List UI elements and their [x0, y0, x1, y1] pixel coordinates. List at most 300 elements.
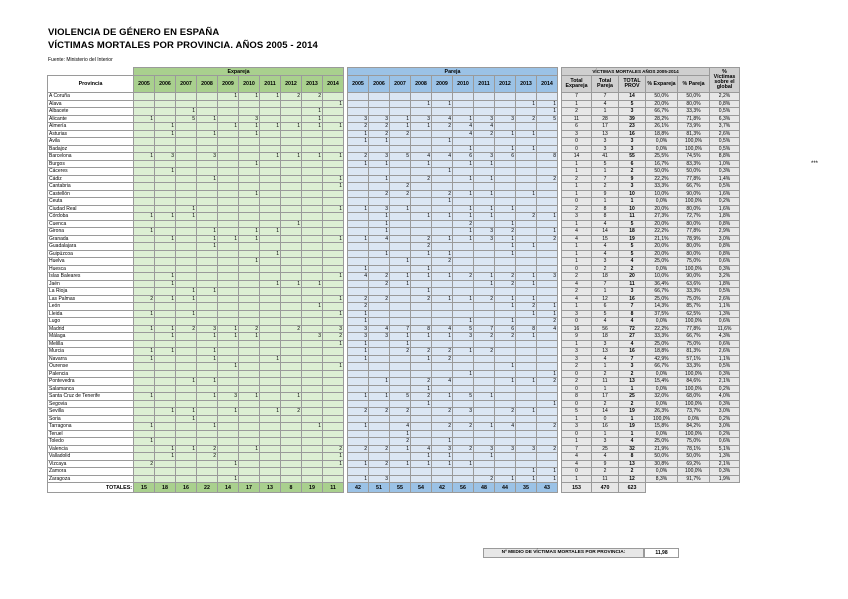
- pareja-cell: 1: [432, 295, 453, 303]
- pareja-cell: 1: [432, 235, 453, 243]
- expareja-cell: [281, 265, 302, 273]
- pareja-cell: [411, 130, 432, 138]
- pct-expareja-cell: 21,9%: [646, 445, 678, 453]
- pareja-cell: [474, 303, 495, 311]
- pareja-cell: [348, 228, 369, 236]
- pareja-cell: 1: [453, 115, 474, 123]
- pareja-total-cell: 56: [453, 483, 474, 493]
- pareja-cell: [453, 438, 474, 446]
- pareja-cell: 2: [432, 190, 453, 198]
- expareja-cell: [176, 265, 197, 273]
- expareja-cell: [218, 438, 239, 446]
- pareja-cell: [453, 265, 474, 273]
- pareja-cell: 2: [369, 190, 390, 198]
- total-expareja-cell: 7: [562, 445, 592, 453]
- expareja-cell: [323, 468, 344, 476]
- pareja-cell: [348, 198, 369, 206]
- table-row: [48, 430, 740, 438]
- total-pareja-cell: 17: [592, 393, 619, 401]
- total-prov-cell: 14: [619, 93, 646, 101]
- expareja-cell: [260, 423, 281, 431]
- pct-pareja-cell: 100,0%: [678, 468, 710, 476]
- expareja-cell: 2: [197, 453, 218, 461]
- pareja-cell: 2: [411, 235, 432, 243]
- expareja-cell: 1: [134, 153, 155, 161]
- total-pareja-cell: 9: [592, 190, 619, 198]
- pct-pareja-cell: 80,0%: [678, 243, 710, 251]
- expareja-cell: [323, 145, 344, 153]
- expareja-cell: 1: [155, 408, 176, 416]
- pareja-cell: 1: [369, 228, 390, 236]
- stats-group-header: VÍCTIMAS MORTALES AÑOS 2005-2014: [562, 68, 710, 76]
- pareja-cell: [411, 108, 432, 116]
- total-pareja-cell: 11: [592, 378, 619, 386]
- pareja-cell: 2: [474, 475, 495, 483]
- pareja-cell: [537, 183, 558, 191]
- expareja-cell: [239, 280, 260, 288]
- pareja-cell: [369, 303, 390, 311]
- pareja-cell: 2: [495, 273, 516, 281]
- pct-pareja-cell: 100,0%: [678, 400, 710, 408]
- province-name: Islas Baleares: [48, 273, 134, 281]
- expareja-cell: [281, 183, 302, 191]
- global-pct-cell: 0,8%: [710, 100, 740, 108]
- pareja-cell: 2: [390, 183, 411, 191]
- pareja-cell: [474, 183, 495, 191]
- expareja-cell: 1: [239, 258, 260, 266]
- pareja-cell: [390, 370, 411, 378]
- expareja-cell: [239, 288, 260, 296]
- expareja-cell: 1: [197, 115, 218, 123]
- pareja-cell: [369, 348, 390, 356]
- pct-expareja-cell: 16,7%: [646, 160, 678, 168]
- province-name: Málaga: [48, 333, 134, 341]
- global-pct-cell: 0,2%: [710, 198, 740, 206]
- expareja-cell: [197, 273, 218, 281]
- pct-expareja-cell: 37,5%: [646, 310, 678, 318]
- expareja-cell: [260, 370, 281, 378]
- expareja-cell: [302, 325, 323, 333]
- expareja-cell: [134, 430, 155, 438]
- pareja-cell: [495, 400, 516, 408]
- expareja-cell: [260, 318, 281, 326]
- pareja-cell: [369, 423, 390, 431]
- expareja-cell: [260, 378, 281, 386]
- pareja-cell: [495, 190, 516, 198]
- total-expareja-cell: 0: [562, 430, 592, 438]
- expareja-cell: [197, 160, 218, 168]
- province-name: Barcelona: [48, 153, 134, 161]
- pareja-cell: 1: [348, 205, 369, 213]
- pareja-cell: 2: [537, 445, 558, 453]
- pareja-cell: [369, 168, 390, 176]
- pareja-cell: 1: [516, 295, 537, 303]
- pareja-cell: [369, 340, 390, 348]
- pareja-cell: [411, 310, 432, 318]
- expareja-cell: 1: [134, 325, 155, 333]
- total-expareja-cell: 0: [562, 265, 592, 273]
- pareja-cell: [537, 243, 558, 251]
- pareja-cell: 3: [453, 408, 474, 416]
- expareja-cell: [323, 438, 344, 446]
- global-pct-cell: 2,1%: [710, 460, 740, 468]
- pareja-cell: 1: [369, 250, 390, 258]
- expareja-cell: [323, 93, 344, 101]
- pareja-cell: [411, 93, 432, 101]
- pareja-cell: 1: [432, 250, 453, 258]
- pareja-cell: [474, 415, 495, 423]
- total-expareja-cell: 1: [562, 438, 592, 446]
- total-prov-cell: 3: [619, 183, 646, 191]
- expareja-cell: [281, 400, 302, 408]
- pareja-cell: [495, 468, 516, 476]
- expareja-cell: [155, 303, 176, 311]
- table-row: [48, 288, 740, 296]
- expareja-cell: 1: [323, 273, 344, 281]
- expareja-cell: [281, 430, 302, 438]
- province-name: Santa Cruz de Tenerife: [48, 393, 134, 401]
- expareja-cell: [260, 303, 281, 311]
- expareja-cell: 1: [176, 310, 197, 318]
- expareja-group-header: Expareja: [134, 68, 344, 76]
- pct-expareja-cell: 66,7%: [646, 288, 678, 296]
- pareja-cell: [348, 438, 369, 446]
- pareja-cell: 1: [432, 168, 453, 176]
- expareja-cell: 3: [323, 325, 344, 333]
- total-prov-cell: 72: [619, 325, 646, 333]
- table-row: [48, 318, 740, 326]
- pareja-cell: [516, 265, 537, 273]
- expareja-cell: [323, 108, 344, 116]
- expareja-cell: [176, 453, 197, 461]
- pareja-total-cell: 35: [516, 483, 537, 493]
- expareja-cell: [260, 175, 281, 183]
- pareja-cell: [348, 453, 369, 461]
- expareja-cell: [302, 393, 323, 401]
- pct-expareja-cell: 25,0%: [646, 258, 678, 266]
- expareja-cell: [302, 198, 323, 206]
- pareja-cell: [516, 400, 537, 408]
- expareja-cell: [281, 160, 302, 168]
- pareja-cell: [390, 220, 411, 228]
- total-prov-cell: 4: [619, 258, 646, 266]
- expareja-cell: [155, 475, 176, 483]
- expareja-cell: 3: [155, 153, 176, 161]
- pareja-cell: [432, 220, 453, 228]
- global-pct-cell: 2,6%: [710, 348, 740, 356]
- pareja-cell: [453, 355, 474, 363]
- pareja-cell: [516, 235, 537, 243]
- expareja-cell: [302, 250, 323, 258]
- global-pct-cell: 0,8%: [710, 220, 740, 228]
- expareja-cell: [260, 100, 281, 108]
- global-pct-cell: 3,0%: [710, 235, 740, 243]
- pareja-cell: 1: [411, 273, 432, 281]
- pareja-cell: 1: [348, 235, 369, 243]
- pareja-cell: 1: [411, 355, 432, 363]
- pareja-cell: [537, 138, 558, 146]
- pct-pareja-cell: 100,0%: [678, 385, 710, 393]
- total-prov-cell: 20: [619, 273, 646, 281]
- grand-total-pareja: 470: [592, 483, 619, 493]
- pareja-cell: 1: [348, 423, 369, 431]
- expareja-cell: [239, 183, 260, 191]
- pareja-cell: 4: [453, 130, 474, 138]
- expareja-cell: [134, 415, 155, 423]
- pareja-cell: 8: [411, 325, 432, 333]
- expareja-cell: [302, 408, 323, 416]
- expareja-cell: [176, 348, 197, 356]
- pareja-cell: [432, 108, 453, 116]
- expareja-cell: 1: [218, 475, 239, 483]
- total-expareja-cell: 3: [562, 213, 592, 221]
- province-name: Cádiz: [48, 175, 134, 183]
- total-prov-cell: 19: [619, 408, 646, 416]
- pareja-cell: 1: [453, 160, 474, 168]
- pareja-cell: [474, 250, 495, 258]
- pareja-cell: 1: [537, 100, 558, 108]
- pareja-cell: 2: [432, 408, 453, 416]
- expareja-cell: 1: [197, 235, 218, 243]
- pareja-cell: [516, 93, 537, 101]
- expareja-cell: [218, 183, 239, 191]
- expareja-cell: [134, 318, 155, 326]
- pareja-cell: [411, 168, 432, 176]
- total-expareja-cell: 1: [562, 415, 592, 423]
- expareja-cell: [302, 378, 323, 386]
- expareja-cell: 1: [239, 235, 260, 243]
- pareja-cell: [495, 175, 516, 183]
- pareja-cell: 1: [453, 318, 474, 326]
- expareja-cell: [176, 475, 197, 483]
- expareja-cell: [281, 168, 302, 176]
- pareja-cell: [516, 355, 537, 363]
- expareja-cell: [134, 220, 155, 228]
- pareja-cell: 2: [411, 295, 432, 303]
- global-pct-cell: 0,6%: [710, 258, 740, 266]
- expareja-cell: [281, 355, 302, 363]
- pareja-cell: [348, 183, 369, 191]
- expareja-cell: [239, 475, 260, 483]
- pareja-cell: [432, 145, 453, 153]
- pareja-cell: [474, 438, 495, 446]
- pareja-cell: [516, 370, 537, 378]
- pareja-cell: [369, 385, 390, 393]
- pareja-cell: 1: [474, 175, 495, 183]
- pct-pareja-cell: 74,5%: [678, 153, 710, 161]
- expareja-cell: [281, 340, 302, 348]
- pareja-cell: [495, 438, 516, 446]
- table-row: [48, 348, 740, 356]
- expareja-cell: 2: [281, 93, 302, 101]
- total-pareja-cell: 3: [592, 138, 619, 146]
- expareja-cell: 1: [302, 108, 323, 116]
- expareja-cell: [239, 213, 260, 221]
- expareja-cell: [155, 363, 176, 371]
- expareja-cell: [155, 145, 176, 153]
- pareja-cell: [537, 438, 558, 446]
- pareja-cell: 2: [537, 378, 558, 386]
- pct-pareja-header: % Pareja: [678, 76, 710, 93]
- pareja-cell: 1: [537, 468, 558, 476]
- pareja-cell: [453, 363, 474, 371]
- province-name: Zaragoza: [48, 475, 134, 483]
- expareja-cell: [176, 273, 197, 281]
- pareja-cell: [432, 175, 453, 183]
- expareja-cell: [323, 348, 344, 356]
- expareja-cell: [281, 258, 302, 266]
- pareja-cell: [474, 258, 495, 266]
- total-expareja-cell: 0: [562, 318, 592, 326]
- expareja-cell: [176, 423, 197, 431]
- pct-pareja-cell: 73,7%: [678, 408, 710, 416]
- pareja-cell: 3: [369, 475, 390, 483]
- global-pct-cell: 1,0%: [710, 160, 740, 168]
- table-row: [48, 93, 740, 101]
- expareja-cell: 1: [176, 295, 197, 303]
- expareja-cell: [281, 310, 302, 318]
- expareja-cell: [218, 115, 239, 123]
- pareja-cell: 7: [390, 325, 411, 333]
- pct-expareja-cell: 20,0%: [646, 205, 678, 213]
- expareja-cell: [155, 310, 176, 318]
- pareja-cell: 2: [432, 258, 453, 266]
- pareja-cell: [474, 220, 495, 228]
- pareja-total-cell: 42: [432, 483, 453, 493]
- pareja-cell: [474, 430, 495, 438]
- table-row: [48, 280, 740, 288]
- total-pareja-cell: 1: [592, 430, 619, 438]
- pareja-cell: 3: [495, 445, 516, 453]
- global-pct-cell: 0,3%: [710, 265, 740, 273]
- pareja-cell: 3: [411, 115, 432, 123]
- expareja-cell: [281, 190, 302, 198]
- pareja-cell: 1: [348, 355, 369, 363]
- victims-table: [47, 67, 740, 493]
- province-name: Granada: [48, 235, 134, 243]
- totals-label: TOTALES:: [48, 483, 134, 493]
- table-row: [48, 370, 740, 378]
- pareja-cell: [411, 475, 432, 483]
- expareja-cell: [218, 198, 239, 206]
- pareja-cell: [369, 468, 390, 476]
- expareja-cell: [197, 138, 218, 146]
- pareja-cell: [495, 108, 516, 116]
- mean-value: 11,98: [644, 548, 679, 558]
- pct-expareja-cell: 0,0%: [646, 138, 678, 146]
- expareja-cell: [176, 468, 197, 476]
- expareja-cell: [281, 228, 302, 236]
- expareja-cell: 2: [323, 333, 344, 341]
- pareja-cell: 2: [432, 423, 453, 431]
- document-header: [48, 26, 318, 63]
- pct-expareja-cell: 33,3%: [646, 183, 678, 191]
- expareja-cell: [155, 370, 176, 378]
- expareja-cell: [155, 288, 176, 296]
- expareja-cell: [218, 228, 239, 236]
- pareja-cell: 1: [516, 100, 537, 108]
- expareja-cell: [197, 303, 218, 311]
- pareja-cell: 3: [369, 205, 390, 213]
- pareja-cell: [411, 423, 432, 431]
- pareja-cell: [516, 460, 537, 468]
- pareja-cell: [390, 318, 411, 326]
- expareja-cell: [176, 168, 197, 176]
- pct-expareja-cell: 20,0%: [646, 250, 678, 258]
- pareja-cell: [390, 168, 411, 176]
- global-pct-cell: 0,3%: [710, 400, 740, 408]
- expareja-cell: [302, 475, 323, 483]
- pareja-cell: [390, 310, 411, 318]
- expareja-cell: [155, 183, 176, 191]
- pareja-cell: [516, 205, 537, 213]
- global-pct-cell: 1,9%: [710, 475, 740, 483]
- expareja-cell: [302, 445, 323, 453]
- pareja-cell: [495, 160, 516, 168]
- pareja-cell: 2: [432, 348, 453, 356]
- expareja-cell: [218, 453, 239, 461]
- pareja-cell: [411, 303, 432, 311]
- pareja-cell: 2: [348, 303, 369, 311]
- expareja-cell: [302, 228, 323, 236]
- pareja-cell: 1: [495, 318, 516, 326]
- expareja-cell: [302, 460, 323, 468]
- province-name: Ceuta: [48, 198, 134, 206]
- global-pct-cell: 5,1%: [710, 445, 740, 453]
- table-row: [48, 265, 740, 273]
- global-pct-cell: 2,6%: [710, 130, 740, 138]
- total-expareja-cell: 1: [562, 100, 592, 108]
- pareja-cell: 2: [537, 235, 558, 243]
- expareja-cell: 1: [323, 460, 344, 468]
- pareja-cell: 2: [369, 123, 390, 131]
- province-name: Ciudad Real: [48, 205, 134, 213]
- pareja-cell: [516, 288, 537, 296]
- pareja-cell: [369, 243, 390, 251]
- pct-pareja-cell: 90,0%: [678, 273, 710, 281]
- pareja-cell: [453, 258, 474, 266]
- total-prov-cell: 5: [619, 250, 646, 258]
- pareja-cell: [516, 438, 537, 446]
- table-row: [48, 445, 740, 453]
- total-pareja-cell: 14: [592, 408, 619, 416]
- pct-pareja-cell: 100,0%: [678, 138, 710, 146]
- total-pareja-cell: 1: [592, 363, 619, 371]
- pareja-cell: [495, 385, 516, 393]
- pareja-cell: [453, 243, 474, 251]
- total-expareja-cell: 16: [562, 325, 592, 333]
- pct-expareja-cell: 22,2%: [646, 228, 678, 236]
- pareja-cell: [495, 415, 516, 423]
- total-expareja-cell: 11: [562, 115, 592, 123]
- pct-pareja-cell: 63,6%: [678, 280, 710, 288]
- table-row: [48, 220, 740, 228]
- expareja-cell: [323, 385, 344, 393]
- pct-pareja-cell: 90,0%: [678, 190, 710, 198]
- expareja-cell: [239, 460, 260, 468]
- pareja-cell: [411, 415, 432, 423]
- expareja-cell: [155, 468, 176, 476]
- pareja-year-header: 2006: [369, 76, 390, 93]
- expareja-cell: [302, 190, 323, 198]
- global-pct-cell: 4,0%: [710, 393, 740, 401]
- total-pareja-cell: 14: [592, 228, 619, 236]
- pareja-cell: 1: [348, 160, 369, 168]
- expareja-cell: [239, 175, 260, 183]
- expareja-cell: [176, 175, 197, 183]
- total-expareja-cell: 4: [562, 235, 592, 243]
- expareja-cell: [155, 198, 176, 206]
